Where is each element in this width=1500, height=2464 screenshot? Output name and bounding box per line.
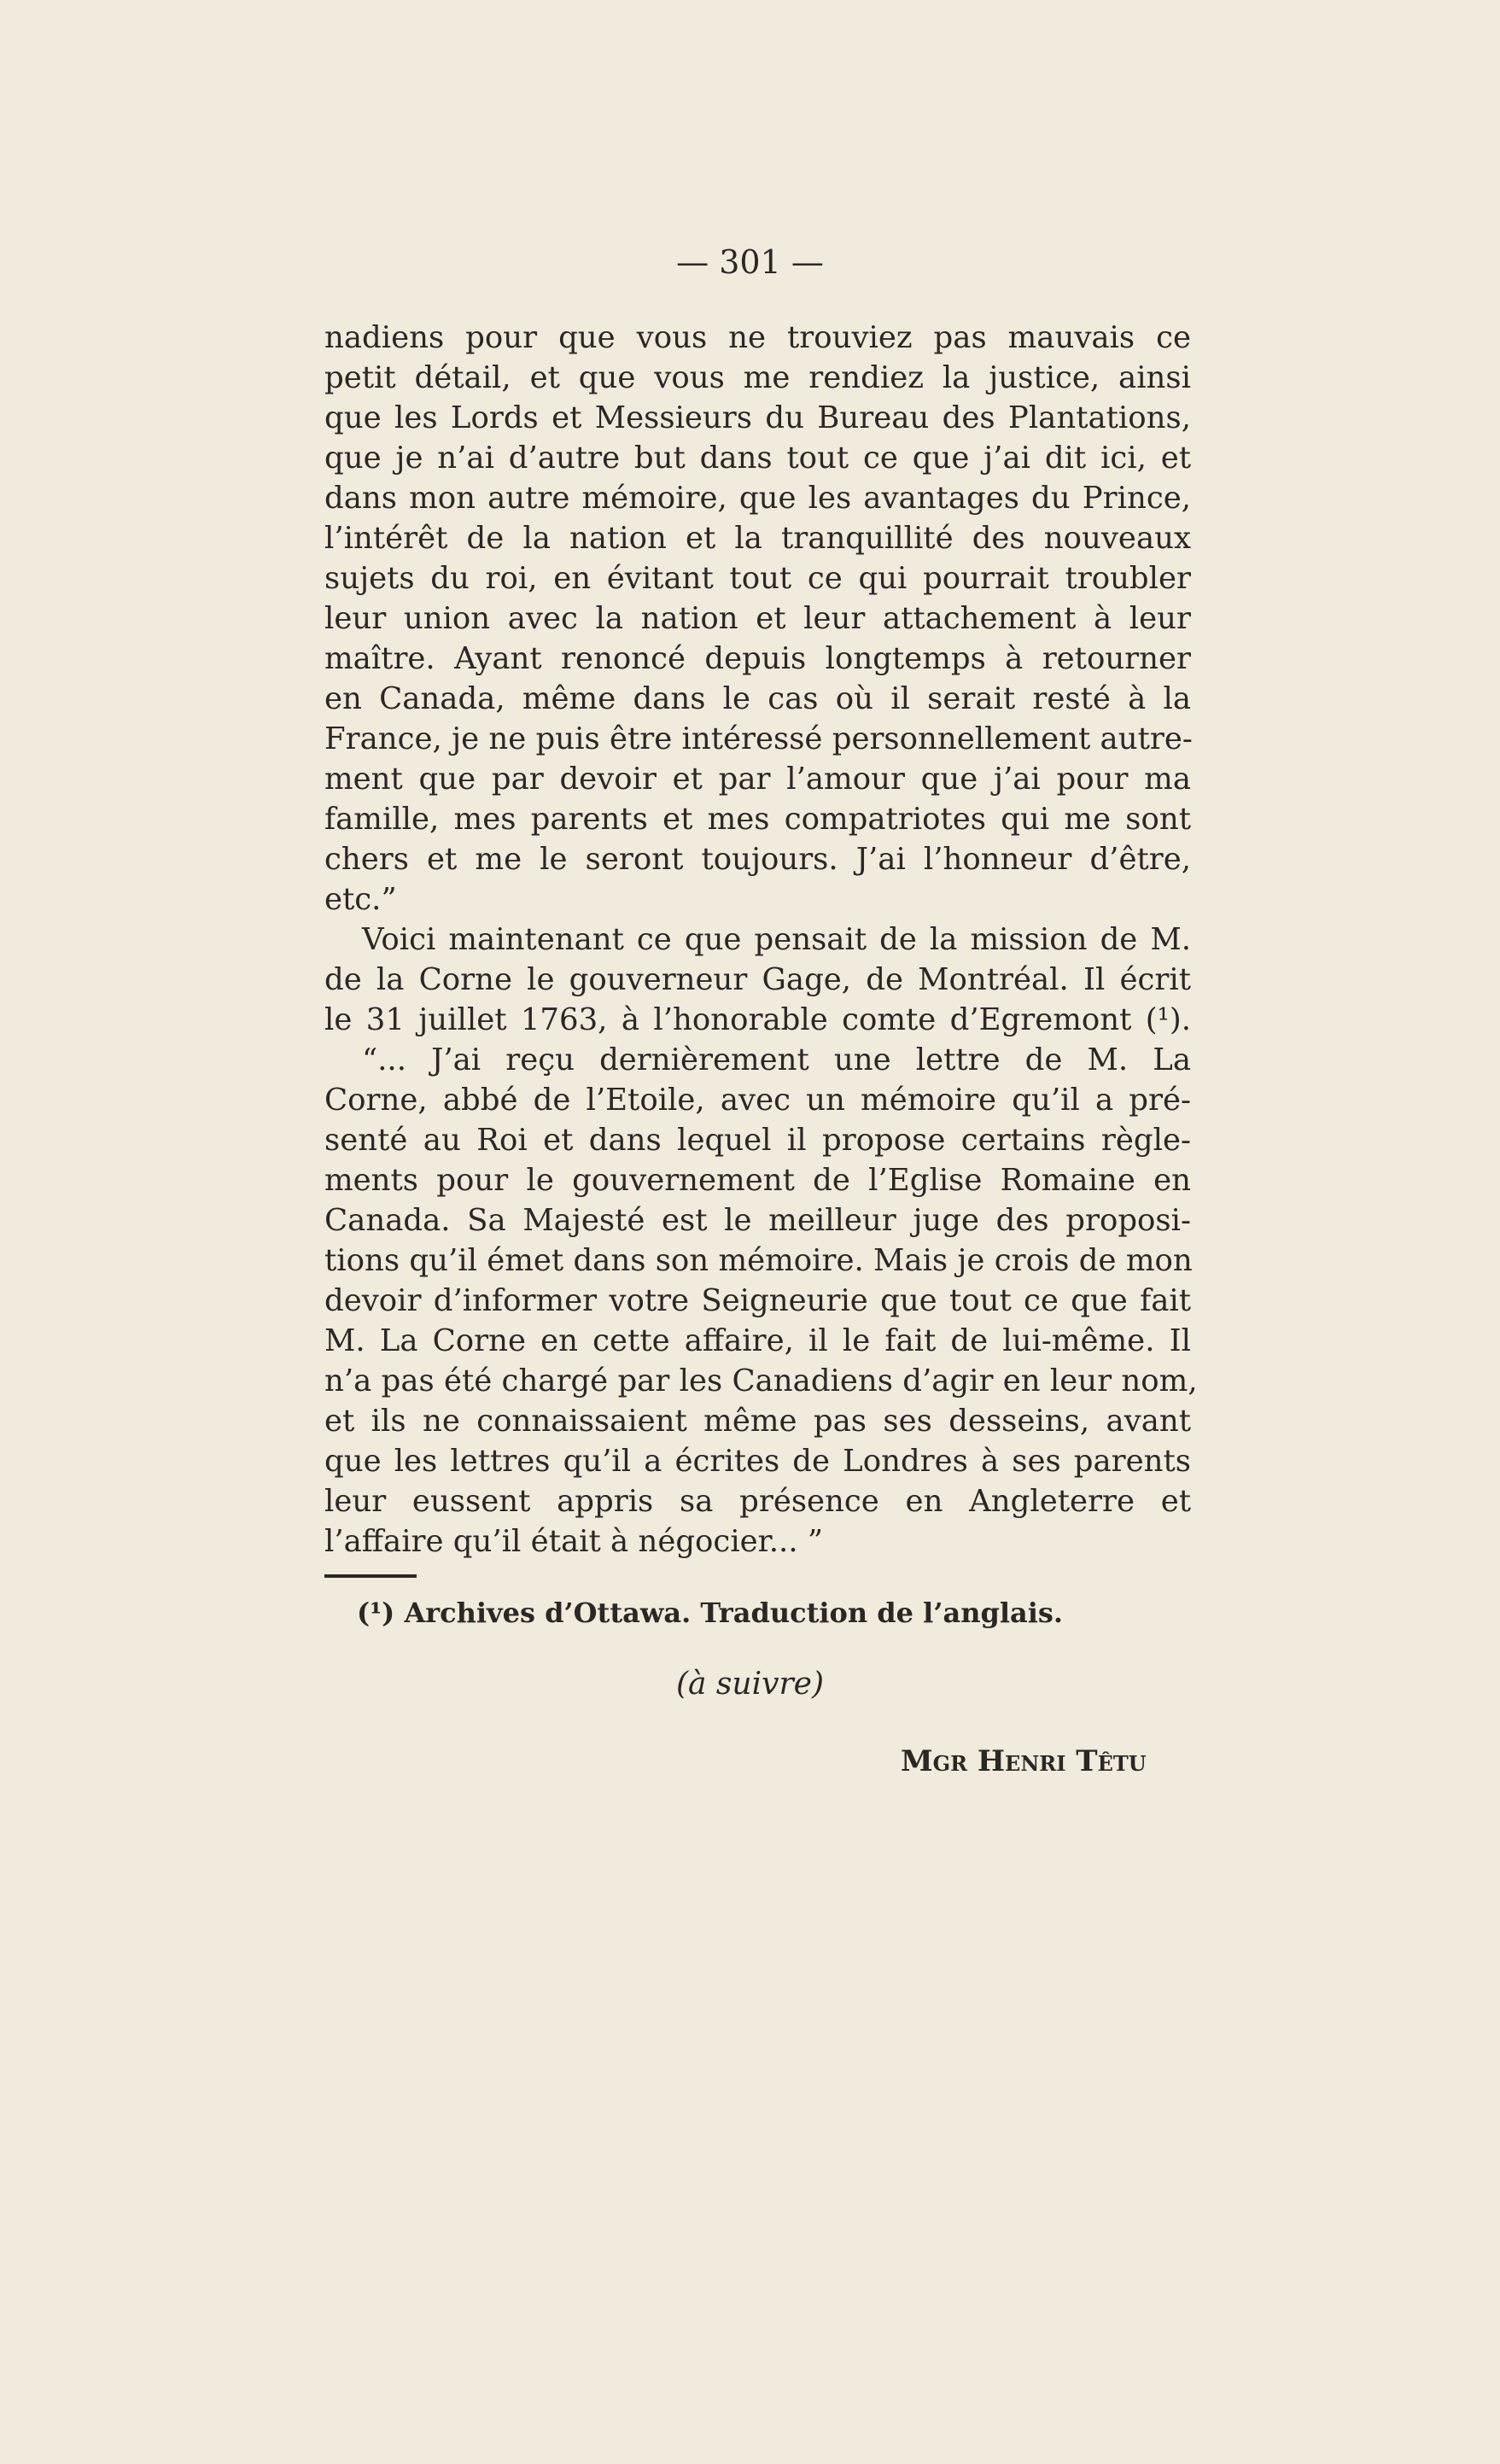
text-line: leur eussent appris sa présence en Angleterre et xyxy=(324,1484,1191,1519)
text-line: etc.” xyxy=(324,882,397,917)
text-line: leur union avec la nation et leur attachement à leur xyxy=(324,601,1191,636)
text-line: et ils ne connaissaient même pas ses desseins, avant xyxy=(324,1404,1191,1439)
text-line: tions qu’il émet dans son mémoire. Mais je crois de mon xyxy=(324,1243,1193,1278)
text-line: “... J’ai reçu dernièrement une lettre de M. La xyxy=(362,1042,1191,1077)
text-line: ment que par devoir et par l’amour que j’ai pour ma xyxy=(324,762,1191,797)
text-line: l’intérêt de la nation et la tranquillité des nouveaux xyxy=(324,521,1191,556)
text-line: famille, mes parents et mes compatriotes qui me sont xyxy=(324,802,1191,837)
footnote-divider xyxy=(324,1574,417,1578)
text-line: devoir d’informer votre Seigneurie que tout ce que fait xyxy=(324,1283,1191,1318)
text-line: n’a pas été chargé par les Canadiens d’agir en leur nom, xyxy=(324,1363,1198,1398)
footnote: (¹) Archives d’Ottawa. Traduction de l’anglais. xyxy=(357,1597,1064,1629)
text-line: maître. Ayant renoncé depuis longtemps à retourner xyxy=(324,641,1191,676)
text-line: de la Corne le gouverneur Gage, de Montréal. Il écrit xyxy=(324,962,1191,997)
text-line: senté au Roi et dans lequel il propose certains règle- xyxy=(324,1123,1191,1158)
page-number: — 301 — xyxy=(676,243,824,281)
text-line: que je n’ai d’autre but dans tout ce que j’ai dit ici, et xyxy=(324,441,1191,476)
text-line: que les Lords et Messieurs du Bureau des Plantations, xyxy=(324,400,1191,435)
text-line: petit détail, et que vous me rendiez la justice, ainsi xyxy=(324,360,1191,395)
text-line: sujets du roi, en évitant tout ce qui pourrait troubler xyxy=(324,561,1191,596)
text-line: l’affaire qu’il était à négocier... ” xyxy=(324,1524,824,1559)
text-line: le 31 juillet 1763, à l’honorable comte d’Egremont (¹). xyxy=(324,1002,1191,1037)
continuation-note: (à suivre) xyxy=(675,1667,825,1702)
text-line: que les lettres qu’il a écrites de Londres à ses parents xyxy=(324,1444,1191,1479)
text-line: Voici maintenant ce que pensait de la mission de M. xyxy=(362,922,1191,957)
text-line: Corne, abbé de l’Etoile, avec un mémoire qu’il a pré- xyxy=(324,1083,1191,1118)
author-signature: Mgr Henri Têtu xyxy=(901,1744,1147,1778)
text-line: M. La Corne en cette affaire, il le fait de lui-même. Il xyxy=(324,1323,1191,1358)
text-line: Canada. Sa Majesté est le meilleur juge des proposi- xyxy=(324,1203,1191,1238)
text-line: en Canada, même dans le cas où il serait resté à la xyxy=(324,681,1191,716)
text-line: ments pour le gouvernement de l’Eglise Romaine en xyxy=(324,1163,1191,1198)
text-line: nadiens pour que vous ne trouviez pas mauvais ce xyxy=(324,320,1191,355)
text-line: dans mon autre mémoire, que les avantages du Prince, xyxy=(324,481,1191,516)
text-line: France, je ne puis être intéressé personnellement autre- xyxy=(324,721,1193,756)
text-line: chers et me le seront toujours. J’ai l’honneur d’être, xyxy=(324,842,1191,877)
